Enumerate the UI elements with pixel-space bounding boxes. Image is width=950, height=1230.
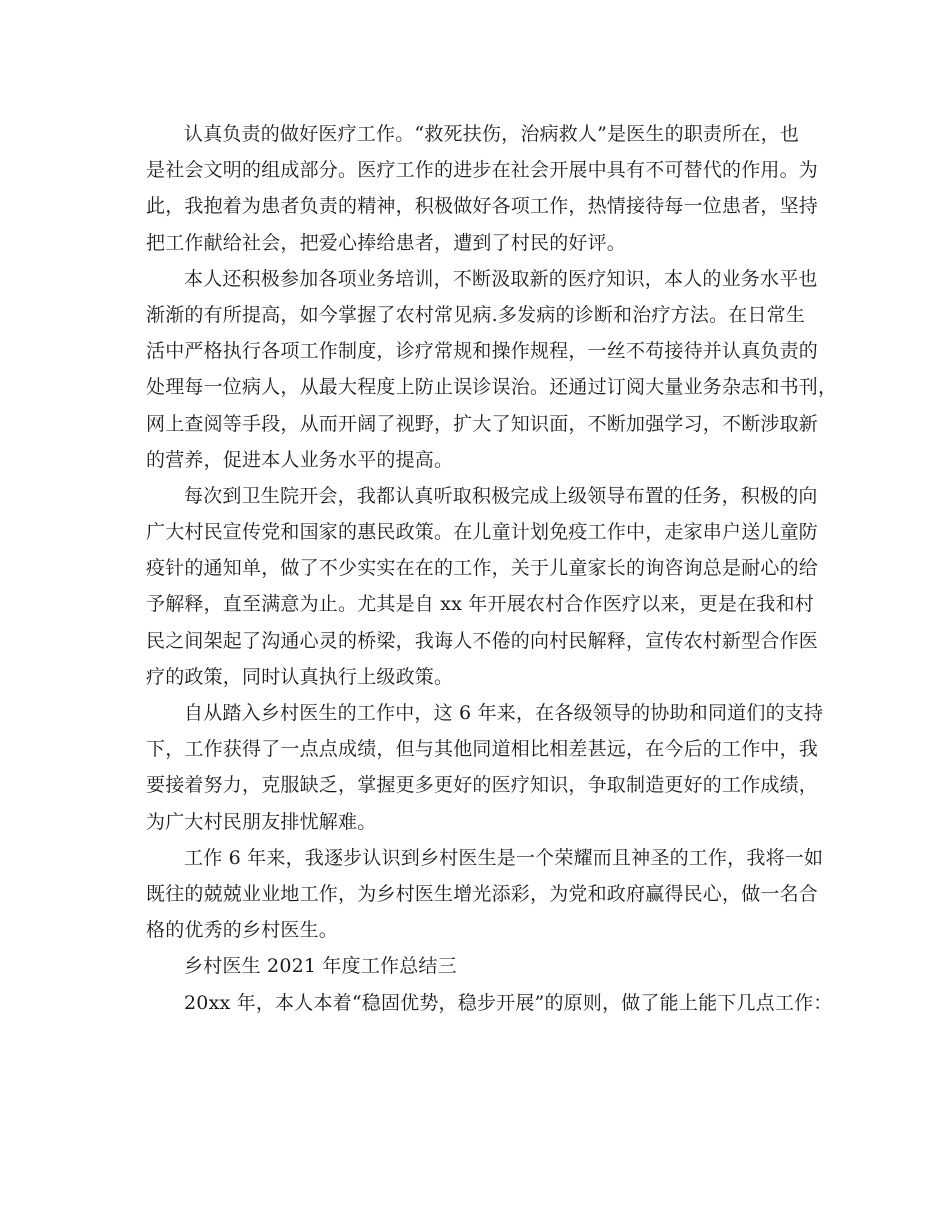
text-line: 是社会文明的组成部分。医疗工作的进步在社会开展中具有不可替代的作用。为 [146, 159, 819, 182]
text-line: 疫针的通知单，做了不少实实在在的工作，关于儿童家长的询咨询总是耐心的给 [146, 557, 819, 580]
text-line: 格的优秀的乡村医生。 [146, 919, 339, 942]
text-line: 工作 6 年来，我逐步认识到乡村医生是一个荣耀而且神圣的工作，我将一如 [184, 846, 824, 869]
text-line: 民之间架起了沟通心灵的桥梁，我诲人不倦的向村民解释，宣传农村新型合作医 [146, 629, 819, 652]
text-line: 把工作献给社会，把爱心捧给患者，遭到了村民的好评。 [146, 231, 627, 254]
text-line: 网上查阅等手段，从而开阔了视野，扩大了知识面，不断加强学习，不断涉取新 [146, 412, 819, 435]
text-line: 每次到卫生院开会，我都认真听取积极完成上级领导布置的任务，积极的向 [184, 484, 818, 507]
text-line: 认真负责的做好医疗工作。“救死扶伤，治病救人”是医生的职责所在，也 [184, 123, 800, 145]
text-line: 活中严格执行各项工作制度，诊疗常规和操作规程，一丝不苟接待并认真负责的 [146, 340, 819, 363]
text-line: 下，工作获得了一点点成绩，但与其他同道相比相差甚远，在今后的工作中，我 [146, 738, 819, 761]
document-body [146, 116, 838, 1021]
text-line: 自从踏入乡村医生的工作中，这 6 年来，在各级领导的协助和同道们的支持 [184, 702, 824, 724]
text-line: 处理每一位病人，从最大程度上防止误诊误治。还通过订阅大量业务杂志和书刊， [146, 376, 838, 399]
text-line: 的营养，促进本人业务水平的提高。 [146, 448, 454, 471]
text-line: 渐渐的有所提高，如今掌握了农村常见病.多发病的诊断和治疗方法。在日常生 [146, 303, 806, 326]
text-line: 既往的兢兢业业地工作，为乡村医生增光添彩，为党和政府赢得民心，做一名合 [146, 882, 819, 905]
text-line: 本人还积极参加各项业务培训，不断汲取新的医疗知识，本人的业务水平也 [184, 267, 818, 290]
section-heading: 乡村医生 2021 年度工作总结三 [184, 955, 457, 978]
text-line: 为广大村民朋友排忧解难。 [146, 810, 377, 833]
text-line: 广大村民宣传党和国家的惠民政策。在儿童计划免疫工作中，走家串户送儿童防 [146, 521, 819, 544]
text-line: 要接着努力，克服缺乏，掌握更多更好的医疗知识，争取制造更好的工作成绩， [146, 774, 819, 797]
text-line: 予解释，直至满意为止。尤其是自 xx 年开展农村合作医疗以来，更是在我和村 [146, 593, 814, 616]
text-line: 20xx 年，本人本着“稳固优势，稳步开展”的原则，做了能上能下几点工作： [184, 991, 833, 1014]
text-line: 疗的政策，同时认真执行上级政策。 [146, 665, 454, 688]
text-line: 此，我抱着为患者负责的精神，积极做好各项工作，热情接待每一位患者，坚持 [146, 195, 819, 218]
